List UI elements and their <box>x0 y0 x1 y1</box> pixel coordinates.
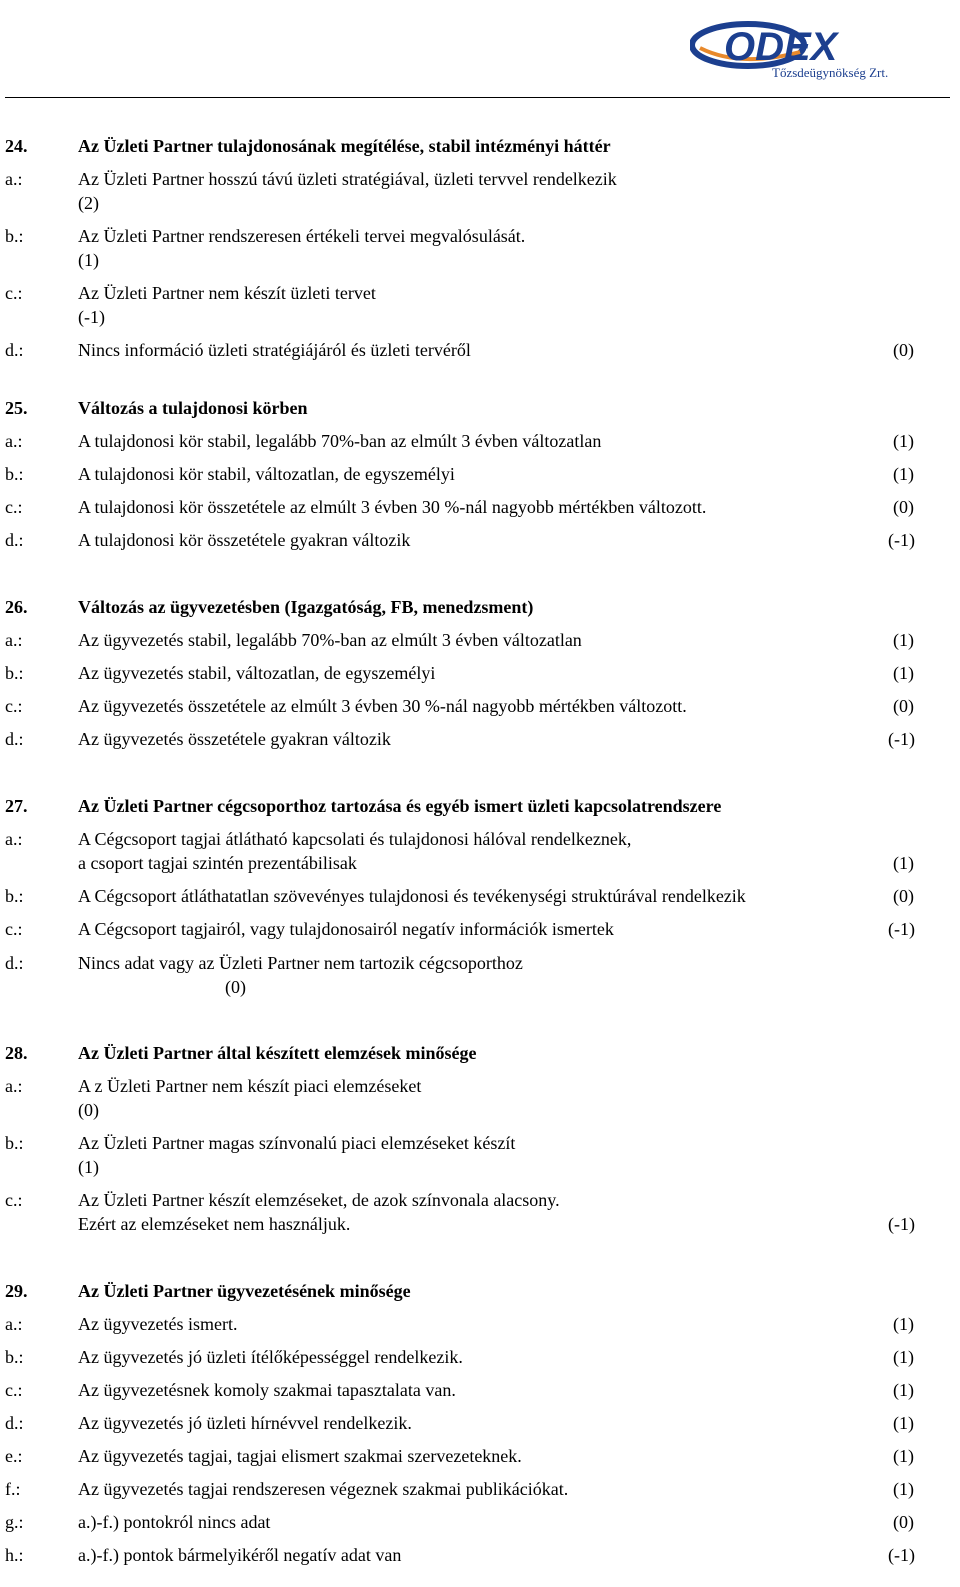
item-label: c.: <box>5 1380 23 1400</box>
section-number: 27. <box>5 796 28 816</box>
item-label: a.: <box>5 1314 23 1334</box>
section-number: 26. <box>5 597 28 617</box>
item-label: b.: <box>5 886 24 906</box>
item-label: c.: <box>5 283 23 303</box>
item-text: Az ügyvezetés jó üzleti hírnévvel rendelkezik. <box>78 1413 412 1433</box>
item-label: a.: <box>5 1076 23 1096</box>
item-score: (0) <box>893 1512 914 1532</box>
item-text: a.)-f.) pontok bármelyikéről negatív adat van <box>78 1545 402 1565</box>
item-score: (1) <box>893 1347 914 1367</box>
item-text: A tulajdonosi kör összetétele az elmúlt 3 évben 30 %-nál nagyobb mértékben változott. <box>78 497 707 517</box>
item-text: a csoport tagjai szintén prezentábilisak <box>78 853 357 873</box>
item-label: b.: <box>5 226 24 246</box>
item-score: (-1) <box>888 919 915 939</box>
item-score: (-1) <box>78 307 105 327</box>
item-text: A z Üzleti Partner nem készít piaci elemzéseket <box>78 1076 422 1096</box>
logo-subtext: Tőzsdeügynökség Zrt. <box>772 65 889 80</box>
item-text: a.)-f.) pontokról nincs adat <box>78 1512 271 1532</box>
item-text: A Cégcsoport tagjai átlátható kapcsolati és tulajdonosi hálóval rendelkeznek, <box>78 829 632 849</box>
item-text: Az Üzleti Partner készít elemzéseket, de azok színvonala alacsony. <box>78 1190 560 1210</box>
item-score: (-1) <box>888 1545 915 1565</box>
section-number: 24. <box>5 136 28 156</box>
item-label: c.: <box>5 1190 23 1210</box>
item-label: e.: <box>5 1446 23 1466</box>
section-title: Az Üzleti Partner által készített elemzések minősége <box>78 1043 477 1063</box>
item-score: (1) <box>893 1446 914 1466</box>
item-score: (1) <box>893 1380 914 1400</box>
item-score: (1) <box>893 853 914 873</box>
item-score: (-1) <box>888 729 915 749</box>
item-text: Az Üzleti Partner hosszú távú üzleti stratégiával, üzleti tervvel rendelkezik <box>78 169 617 189</box>
item-label: b.: <box>5 663 24 683</box>
section-title: Az Üzleti Partner ügyvezetésének minősége <box>78 1281 411 1301</box>
item-label: b.: <box>5 1133 24 1153</box>
logo-text: ODEX <box>724 25 838 69</box>
item-text: Ezért az elemzéseket nem használjuk. <box>78 1214 351 1234</box>
item-text: Az Üzleti Partner nem készít üzleti tervet <box>78 283 376 303</box>
item-label: c.: <box>5 696 23 716</box>
item-score: (1) <box>78 1157 99 1177</box>
item-score: (0) <box>78 1100 99 1120</box>
item-score: (1) <box>893 630 914 650</box>
item-score: (0) <box>893 340 914 360</box>
section-number: 29. <box>5 1281 28 1301</box>
item-score: (1) <box>893 1413 914 1433</box>
section-number: 28. <box>5 1043 28 1063</box>
item-label: a.: <box>5 169 23 189</box>
item-score: (1) <box>893 1479 914 1499</box>
item-text: Nincs információ üzleti stratégiájáról és üzleti tervéről <box>78 340 471 360</box>
item-text: Az ügyvezetés összetétele gyakran változik <box>78 729 391 749</box>
item-text: Nincs adat vagy az Üzleti Partner nem tartozik cégcsoporthoz <box>78 953 523 973</box>
item-label: a.: <box>5 630 23 650</box>
item-text: Az ügyvezetés stabil, legalább 70%-ban az elmúlt 3 évben változatlan <box>78 630 582 650</box>
item-score: (0) <box>893 497 914 517</box>
item-label: b.: <box>5 464 24 484</box>
item-text: Az ügyvezetés jó üzleti ítélőképességgel rendelkezik. <box>78 1347 463 1367</box>
item-text: Az ügyvezetés tagjai rendszeresen végeznek szakmai publikációkat. <box>78 1479 569 1499</box>
section-title: Változás a tulajdonosi körben <box>78 398 308 418</box>
item-label: d.: <box>5 729 24 749</box>
item-text: Az ügyvezetésnek komoly szakmai tapasztalata van. <box>78 1380 456 1400</box>
item-score: (1) <box>893 464 914 484</box>
item-text: Az ügyvezetés tagjai, tagjai elismert szakmai szervezeteknek. <box>78 1446 522 1466</box>
item-score: (2) <box>78 193 99 213</box>
item-label: d.: <box>5 340 24 360</box>
item-label: a.: <box>5 829 23 849</box>
item-score: (1) <box>893 431 914 451</box>
item-label: b.: <box>5 1347 24 1367</box>
item-text: Az ügyvezetés ismert. <box>78 1314 238 1334</box>
item-text: Az Üzleti Partner magas színvonalú piaci elemzéseket készít <box>78 1133 516 1153</box>
item-score: (0) <box>225 977 246 997</box>
item-text: A Cégcsoport tagjairól, vagy tulajdonosairól negatív információk ismertek <box>78 919 614 939</box>
item-text: A Cégcsoport átláthatatlan szövevényes tulajdonosi és tevékenységi struktúrával rendelkezik <box>78 886 746 906</box>
item-text: A tulajdonosi kör stabil, legalább 70%-ban az elmúlt 3 évben változatlan <box>78 431 602 451</box>
item-text: Az ügyvezetés összetétele az elmúlt 3 évben 30 %-nál nagyobb mértékben változott. <box>78 696 687 716</box>
item-text: A tulajdonosi kör stabil, változatlan, de egyszemélyi <box>78 464 455 484</box>
section-title: Az Üzleti Partner cégcsoporthoz tartozása és egyéb ismert üzleti kapcsolatrendszere <box>78 796 722 816</box>
item-label: c.: <box>5 497 23 517</box>
item-score: (1) <box>893 663 914 683</box>
item-label: d.: <box>5 953 24 973</box>
section-number: 25. <box>5 398 28 418</box>
item-label: h.: <box>5 1545 24 1565</box>
item-score: (1) <box>893 1314 914 1334</box>
item-score: (-1) <box>888 1214 915 1234</box>
item-label: a.: <box>5 431 23 451</box>
item-label: f.: <box>5 1479 21 1499</box>
item-text: A tulajdonosi kör összetétele gyakran változik <box>78 530 411 550</box>
item-label: c.: <box>5 919 23 939</box>
item-text: Az Üzleti Partner rendszeresen értékeli tervei megvalósulását. <box>78 226 526 246</box>
item-label: d.: <box>5 530 24 550</box>
item-score: (-1) <box>888 530 915 550</box>
item-score: (1) <box>78 250 99 270</box>
section-title: Az Üzleti Partner tulajdonosának megítélése, stabil intézményi háttér <box>78 136 611 156</box>
item-score: (0) <box>893 886 914 906</box>
item-text: Az ügyvezetés stabil, változatlan, de egyszemélyi <box>78 663 436 683</box>
section-title: Változás az ügyvezetésben (Igazgatóság, FB, menedzsment) <box>78 597 534 617</box>
item-label: g.: <box>5 1512 24 1532</box>
item-score: (0) <box>893 696 914 716</box>
item-label: d.: <box>5 1413 24 1433</box>
